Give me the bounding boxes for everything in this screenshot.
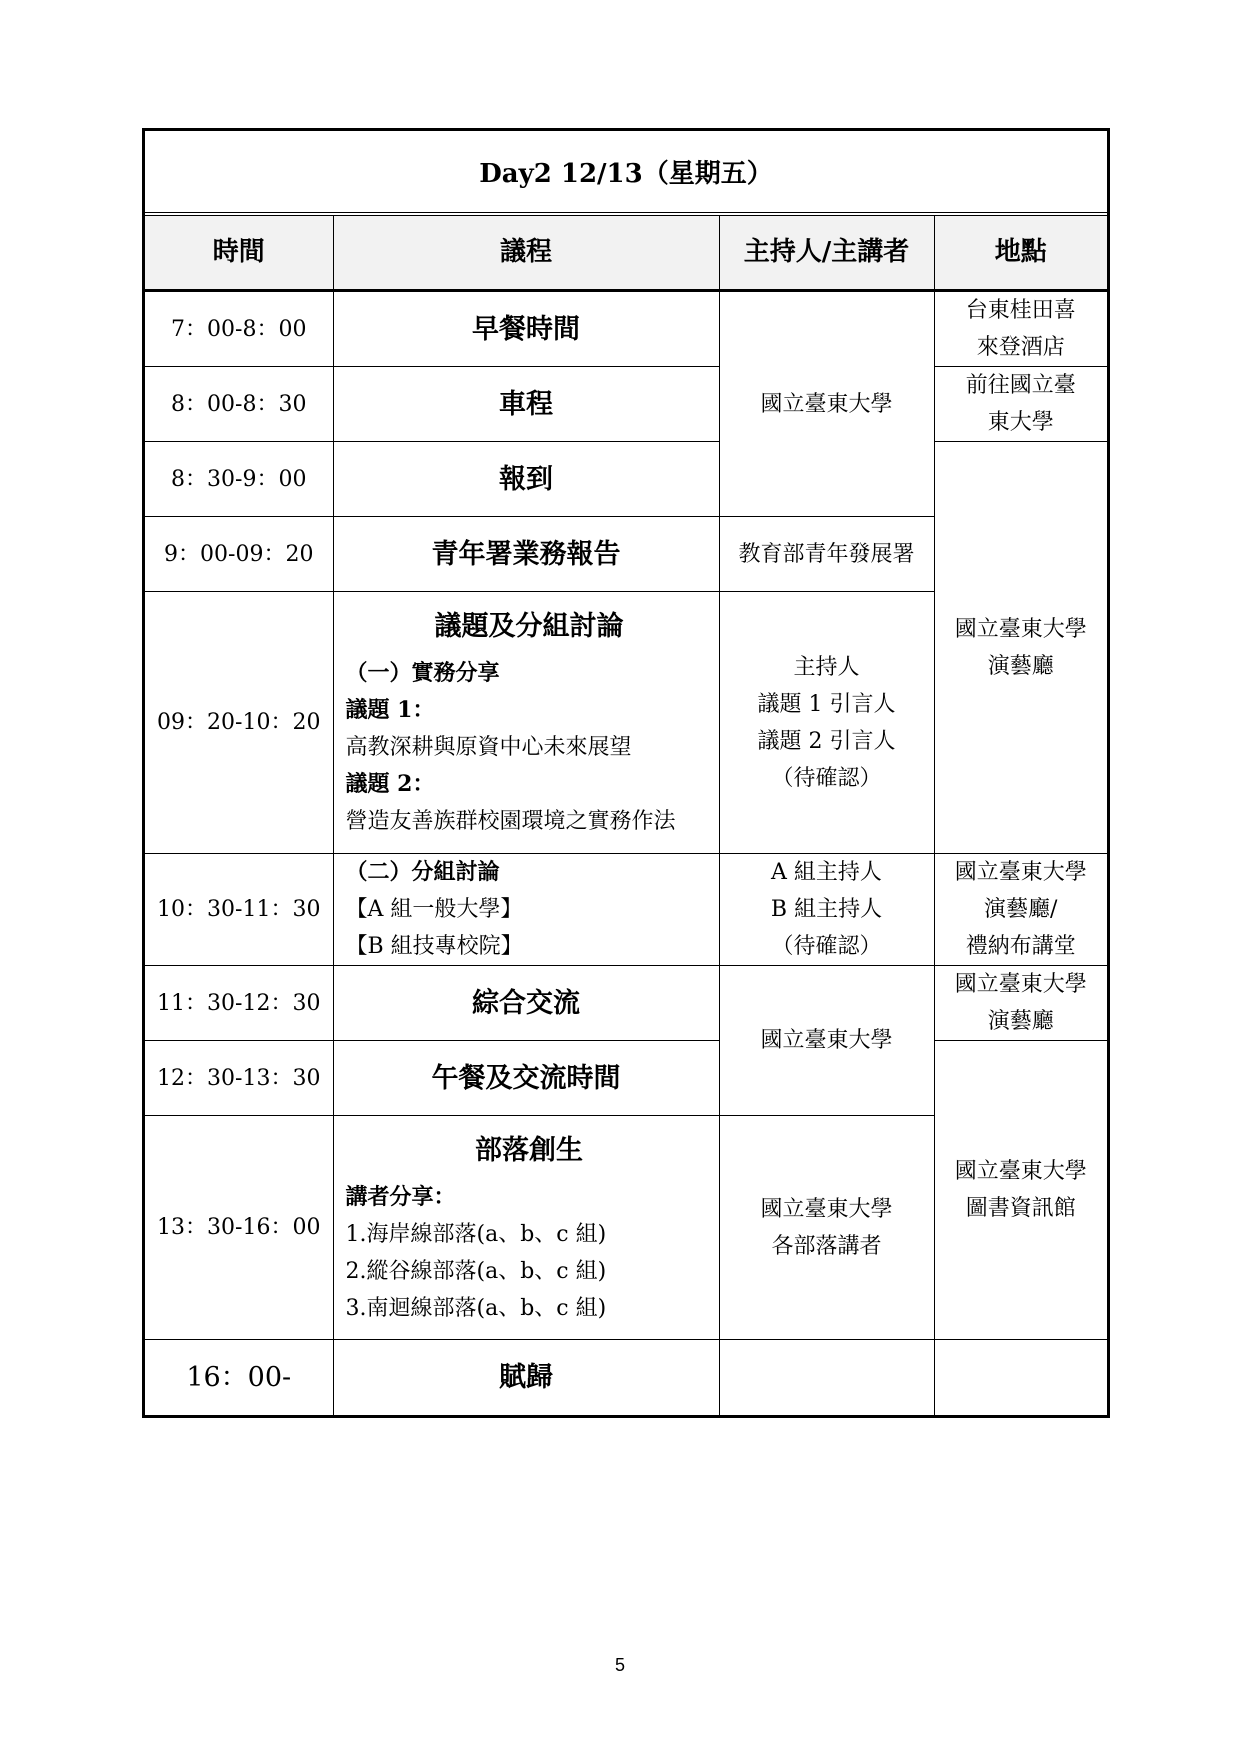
header-time: 時間 <box>145 216 333 291</box>
table-row <box>145 966 1107 1041</box>
location-cell: 台東桂田喜 來登酒店 <box>934 291 1107 367</box>
time-cell: 11：30-12：30 <box>145 966 333 1041</box>
time-cell: 12：30-13：30 <box>145 1041 333 1116</box>
time-cell: 16：00- <box>145 1340 333 1415</box>
agenda-cell: 午餐及交流時間 <box>333 1041 719 1116</box>
header-host: 主持人/主講者 <box>719 216 934 291</box>
agenda-cell: 車程 <box>333 367 719 442</box>
location-cell: 國立臺東大學 演藝廳 <box>934 442 1107 854</box>
time-cell: 7：00-8：00 <box>145 291 333 367</box>
location-cell: 國立臺東大學 演藝廳/ 禮納布講堂 <box>934 854 1107 966</box>
page-number: 5 <box>614 1655 625 1675</box>
header-agenda: 議程 <box>333 216 719 291</box>
agenda-cell: 青年署業務報告 <box>333 517 719 592</box>
location-cell: 國立臺東大學 演藝廳 <box>934 966 1107 1041</box>
agenda-cell: （二）分組討論 【A 組一般大學】 【B 組技專校院】 <box>333 854 719 966</box>
table-row <box>145 854 1107 966</box>
table-row <box>145 291 1107 367</box>
agenda-cell: 賦歸 <box>333 1340 719 1415</box>
time-cell: 8：00-8：30 <box>145 367 333 442</box>
time-cell: 8：30-9：00 <box>145 442 333 517</box>
header-location: 地點 <box>934 216 1107 291</box>
agenda-cell: 報到 <box>333 442 719 517</box>
table-row <box>145 1041 1107 1116</box>
time-cell: 10：30-11：30 <box>145 854 333 966</box>
agenda-cell: 議題及分組討論 （一）實務分享 議題 1： 高教深耕與原資中心未來展望 議題 2： 營造友善族群校園環境之實務作法 <box>333 592 719 854</box>
location-cell: 前往國立臺 東大學 <box>934 367 1107 442</box>
host-cell <box>719 1340 934 1415</box>
schedule-table <box>145 216 1107 1415</box>
time-cell: 09：20-10：20 <box>145 592 333 854</box>
host-cell: A 組主持人 B 組主持人 （待確認） <box>719 854 934 966</box>
host-cell: 國立臺東大學 各部落講者 <box>719 1116 934 1340</box>
schedule-frame <box>142 128 1110 1418</box>
table-row <box>145 1340 1107 1415</box>
time-cell: 9：00-09：20 <box>145 517 333 592</box>
agenda-cell: 早餐時間 <box>333 291 719 367</box>
schedule-title: Day2 12/13（星期五） <box>145 131 1107 216</box>
header-row <box>145 216 1107 291</box>
location-cell <box>934 1340 1107 1415</box>
table-row <box>145 442 1107 517</box>
host-cell: 主持人 議題 1 引言人 議題 2 引言人 （待確認） <box>719 592 934 854</box>
agenda-cell: 部落創生 講者分享： 1.海岸線部落(a、b、c 組) 2.縱谷線部落(a、b、c 組) 3.南迴線部落(a、b、c 組) <box>333 1116 719 1340</box>
time-cell: 13：30-16：00 <box>145 1116 333 1340</box>
agenda-cell: 綜合交流 <box>333 966 719 1041</box>
table-row <box>145 367 1107 442</box>
host-cell: 國立臺東大學 <box>719 966 934 1116</box>
host-cell: 國立臺東大學 <box>719 291 934 517</box>
location-cell: 國立臺東大學 圖書資訊館 <box>934 1041 1107 1340</box>
host-cell: 教育部青年發展署 <box>719 517 934 592</box>
